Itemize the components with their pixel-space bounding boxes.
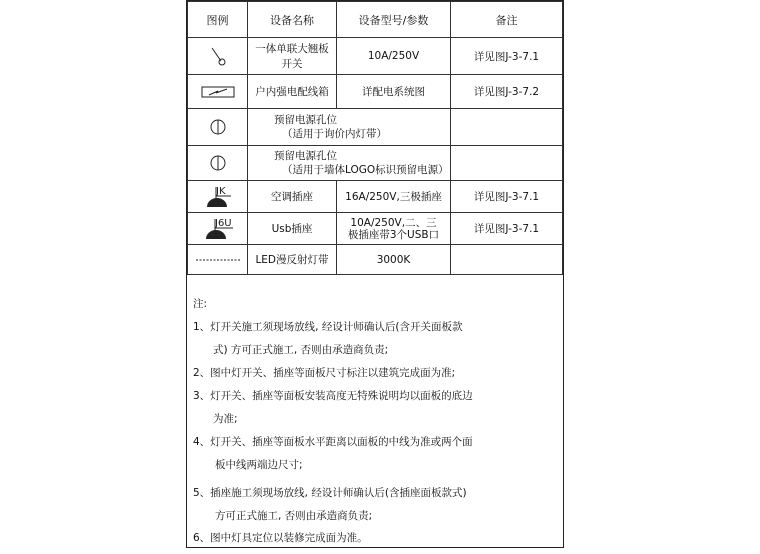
device-model: 10A/250V: [337, 38, 451, 75]
single-switch-icon: [188, 38, 248, 75]
device-name: Usb插座: [248, 213, 337, 245]
note-line: 式) 方可正式施工, 否则由承造商负责;: [213, 344, 389, 356]
equipment-legend-table: [187, 1, 563, 275]
table-row: [188, 75, 563, 109]
device-model: 3000K: [337, 245, 451, 275]
header-model: 设备型号/参数: [337, 2, 451, 38]
note-line: 板中线两端边尺寸;: [215, 459, 303, 471]
led-strip-icon: [188, 245, 248, 275]
reserved-power-outlet-icon: [188, 146, 248, 181]
device-model: [337, 213, 451, 245]
device-remark: 详见图J-3-7.1: [451, 213, 563, 245]
device-name: 户内强电配线箱: [248, 75, 337, 109]
device-model-line1: 10A/250V,二、三: [350, 216, 437, 229]
device-name: [248, 146, 451, 181]
device-name: [248, 109, 451, 146]
device-remark: [451, 245, 563, 275]
note-line: 6、图中灯具定位以装修完成面为准。: [193, 532, 368, 544]
note-line: 为准;: [213, 413, 238, 425]
table-row: [188, 213, 563, 245]
device-remark: [451, 146, 563, 181]
device-remark: 详见图J-3-7.1: [451, 38, 563, 75]
device-name-line1: 预留电源孔位: [274, 114, 337, 126]
table-row: [188, 109, 563, 146]
device-name-line2: （适用于询价内灯带）: [282, 128, 387, 140]
distribution-box-icon: [188, 75, 248, 109]
device-model: 详配电系统图: [337, 75, 451, 109]
device-remark: 详见图J-3-7.2: [451, 75, 563, 109]
ac-socket-icon: [188, 181, 248, 213]
header-symbol: 图例: [188, 2, 248, 38]
table-row: [188, 38, 563, 75]
table-row: [188, 146, 563, 181]
device-name: LED漫反射灯带: [248, 245, 337, 275]
table-row: [188, 181, 563, 213]
note-line: 方可正式施工, 否则由承造商负责;: [215, 510, 373, 522]
device-model: 16A/250V,三极插座: [337, 181, 451, 213]
device-name: 一体单联大翘板开关: [248, 38, 337, 75]
table-header-row: [188, 2, 563, 38]
device-name-line2: （适用于墙体LOGO标识预留电源）: [282, 164, 449, 176]
device-remark: 详见图J-3-7.1: [451, 181, 563, 213]
ac-socket-label: JK: [215, 185, 226, 197]
note-line: 1、灯开关施工须现场放线, 经设计师确认后(含开关面板款: [193, 321, 463, 333]
reserved-power-outlet-icon: [188, 109, 248, 146]
note-line: 4、灯开关、插座等面板水平距离以面板的中线为准或两个面: [193, 436, 473, 448]
header-remark: 备注: [451, 2, 563, 38]
legend-sheet: [186, 0, 564, 548]
note-line: 5、插座施工须现场放线, 经设计师确认后(含插座面板款式): [193, 487, 467, 499]
table-row: [188, 245, 563, 275]
device-remark: [451, 109, 563, 146]
note-line: 3、灯开关、插座等面板安装高度无特殊说明均以面板的底边: [193, 390, 473, 402]
device-name-line1: 预留电源孔位: [274, 150, 337, 162]
usb-socket-icon: [188, 213, 248, 245]
device-name: 空调插座: [248, 181, 337, 213]
notes-title: 注:: [193, 298, 208, 310]
device-model-line2: 极插座带3个USB口: [347, 228, 440, 241]
usb-socket-label: J6U: [214, 217, 232, 229]
header-device-name: 设备名称: [248, 2, 337, 38]
note-line: 2、图中灯开关、插座等面板尺寸标注以建筑完成面为准;: [193, 367, 456, 379]
